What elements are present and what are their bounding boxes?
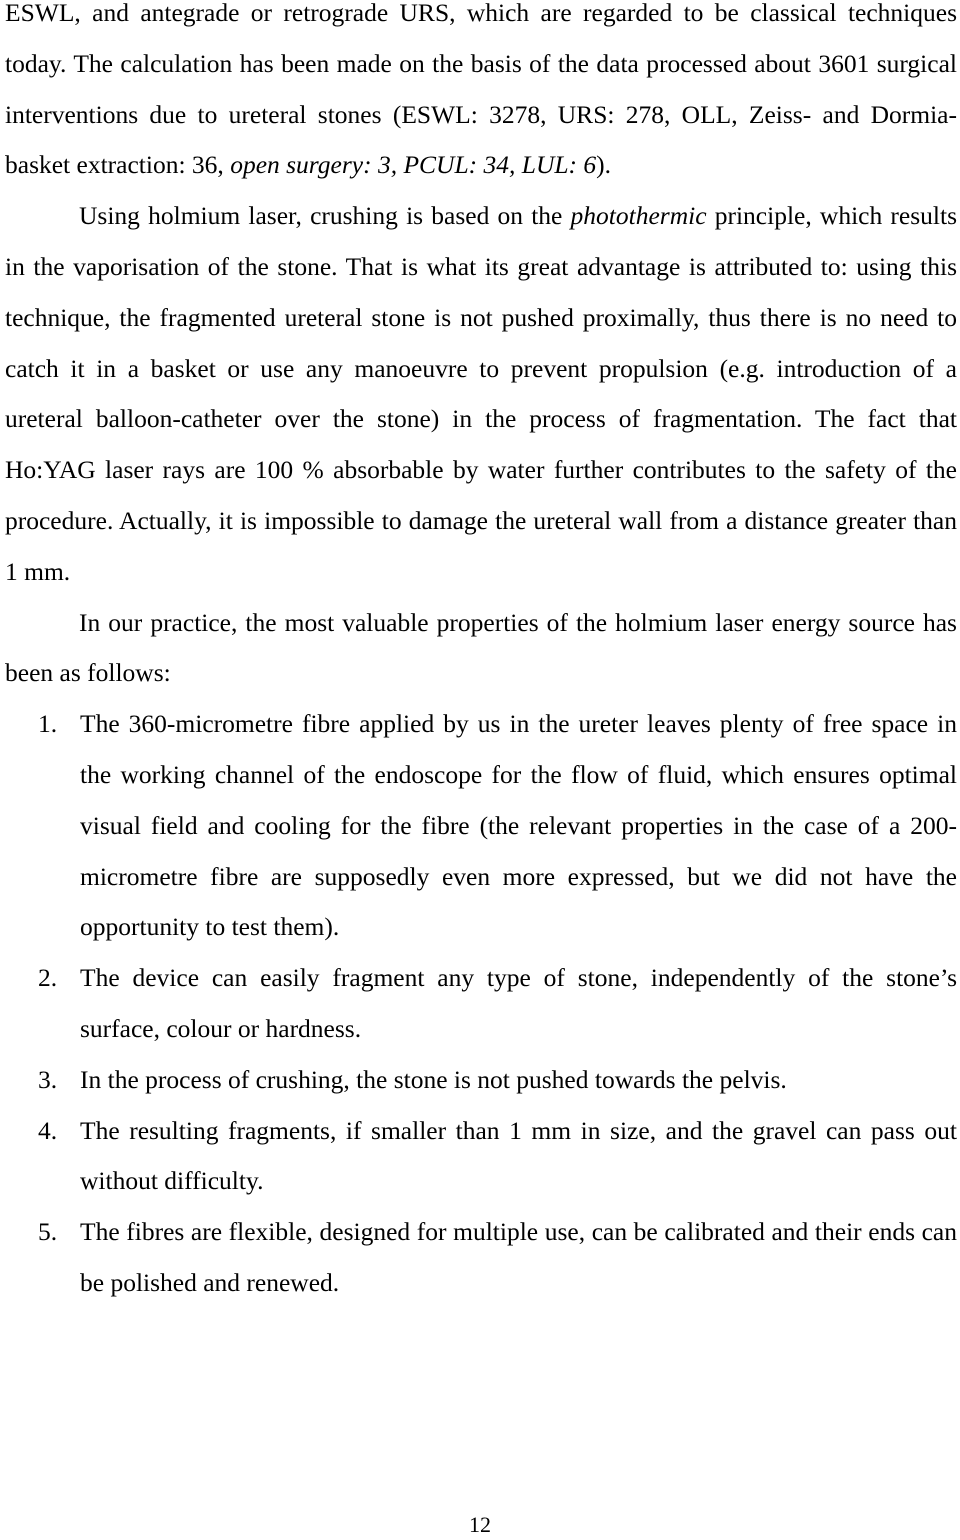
list-item-number: 1.: [38, 709, 58, 739]
list-item: [5, 1055, 957, 1106]
list-item-number: 4.: [38, 1115, 58, 1145]
italic-text: open surgery: 3, PCUL: 34, LUL: 6: [230, 150, 597, 180]
list-item-text: The fibres are flexible, designed for multiple use, can be calibrated and their ends can be polished and renewed.: [80, 1217, 957, 1297]
paragraph-calculation: [5, 0, 957, 191]
list-item-number: 3.: [38, 1064, 58, 1094]
list-item-number: 5.: [38, 1217, 58, 1247]
paragraph-text: Using holmium laser, crushing is based on the: [79, 201, 571, 231]
properties-list: [5, 699, 957, 1309]
page-number: 12: [469, 1512, 491, 1537]
list-item: [5, 1106, 957, 1208]
list-item-number: 2.: [38, 963, 58, 993]
list-item-text: The 360-micrometre fibre applied by us in the ureter leaves plenty of free space in the working channel of the endoscope for the flow of fluid, which ensures optimal visual field and cooling for the fibre (the relevant properties in the case of a 200-micrometre fibre are supposedly even more expressed, but we did not have the opportunity to test them).: [80, 709, 957, 942]
paragraph-text: ).: [596, 150, 612, 180]
document-page: [5, 0, 957, 1309]
list-item-text: In the process of crushing, the stone is not pushed towards the pelvis.: [80, 1064, 787, 1094]
italic-text: photothermic: [570, 201, 707, 231]
paragraph-properties-intro: In our practice, the most valuable properties of the holmium laser energy source has been as follows:: [5, 607, 957, 688]
list-item: [5, 699, 957, 953]
paragraph-text: ESWL, and antegrade or retrograde URS, which are regarded to be classical techniques today. The calculation has been made on the basis of the data processed about 3601 surgical interventions due to ureteral stones (ESWL: 3278, URS: 278, OLL, Zeiss- and Dormia-basket extraction: 36,: [5, 0, 957, 180]
paragraph-text: principle, which results in the vaporisation of the stone. That is what its great advantage is attributed to: using this technique, the fragmented ureteral stone is not pushed proximally, thus there is no need to catch it in a basket or use any manoeuvre to prevent propulsion (e.g. introduction of a ureteral balloon-catheter over the stone) in the process of fragmentation. The fact that Ho:YAG laser rays are 100 % absorbable by water further contributes to the safety of the procedure. Actually, it is impossible to damage the ureteral wall from a distance greater than 1 mm.: [5, 201, 957, 586]
paragraph-holmium-laser: [5, 191, 957, 597]
list-item: [5, 1207, 957, 1309]
list-item: [5, 953, 957, 1055]
list-item-text: The resulting fragments, if smaller than 1 mm in size, and the gravel can pass out without difficulty.: [80, 1115, 957, 1196]
list-item-text: The device can easily fragment any type of stone, independently of the stone’s surface, colour or hardness.: [80, 963, 957, 1043]
